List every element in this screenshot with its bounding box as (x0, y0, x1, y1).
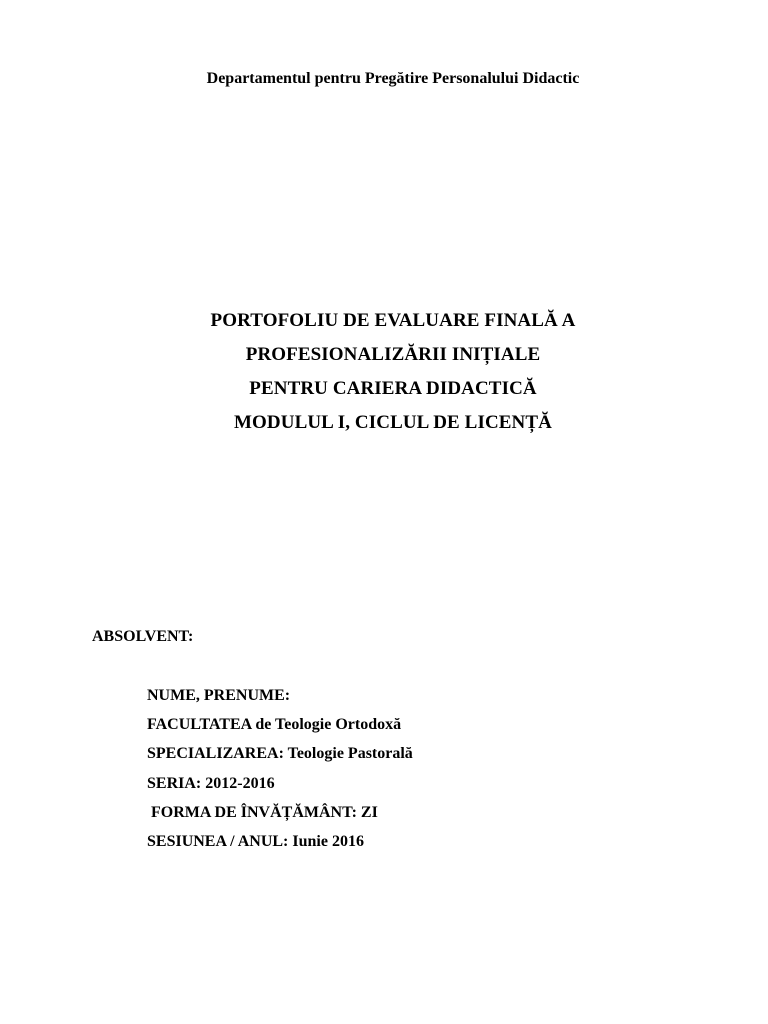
title-line-3: PENTRU CARIERA DIDACTICĂ (249, 378, 537, 399)
absolvent-label: ABSOLVENT: (92, 628, 194, 645)
detail-name: NUME, PRENUME: (147, 687, 291, 704)
detail-study-form: FORMA DE ÎNVĂȚĂMÂNT: ZI (147, 803, 378, 821)
graduate-details (147, 686, 413, 861)
detail-session-year: SESIUNEA / ANUL: Iunie 2016 (147, 832, 364, 850)
title-line-1: PORTOFOLIU DE EVALUARE FINALĂ A (210, 310, 576, 331)
title-line-2: PROFESIONALIZĂRII INIȚIALE (245, 344, 541, 365)
department-heading: Departamentul pentru Pregătire Personalului Didactic (206, 70, 580, 87)
detail-faculty: FACULTATEA de Teologie Ortodoxă (147, 716, 402, 734)
detail-specialization: SPECIALIZAREA: Teologie Pastorală (147, 745, 413, 763)
detail-series: SERIA: 2012-2016 (147, 774, 275, 792)
title-line-4: MODULUL I, CICLUL DE LICENȚĂ (234, 412, 552, 433)
portfolio-title (0, 304, 768, 440)
